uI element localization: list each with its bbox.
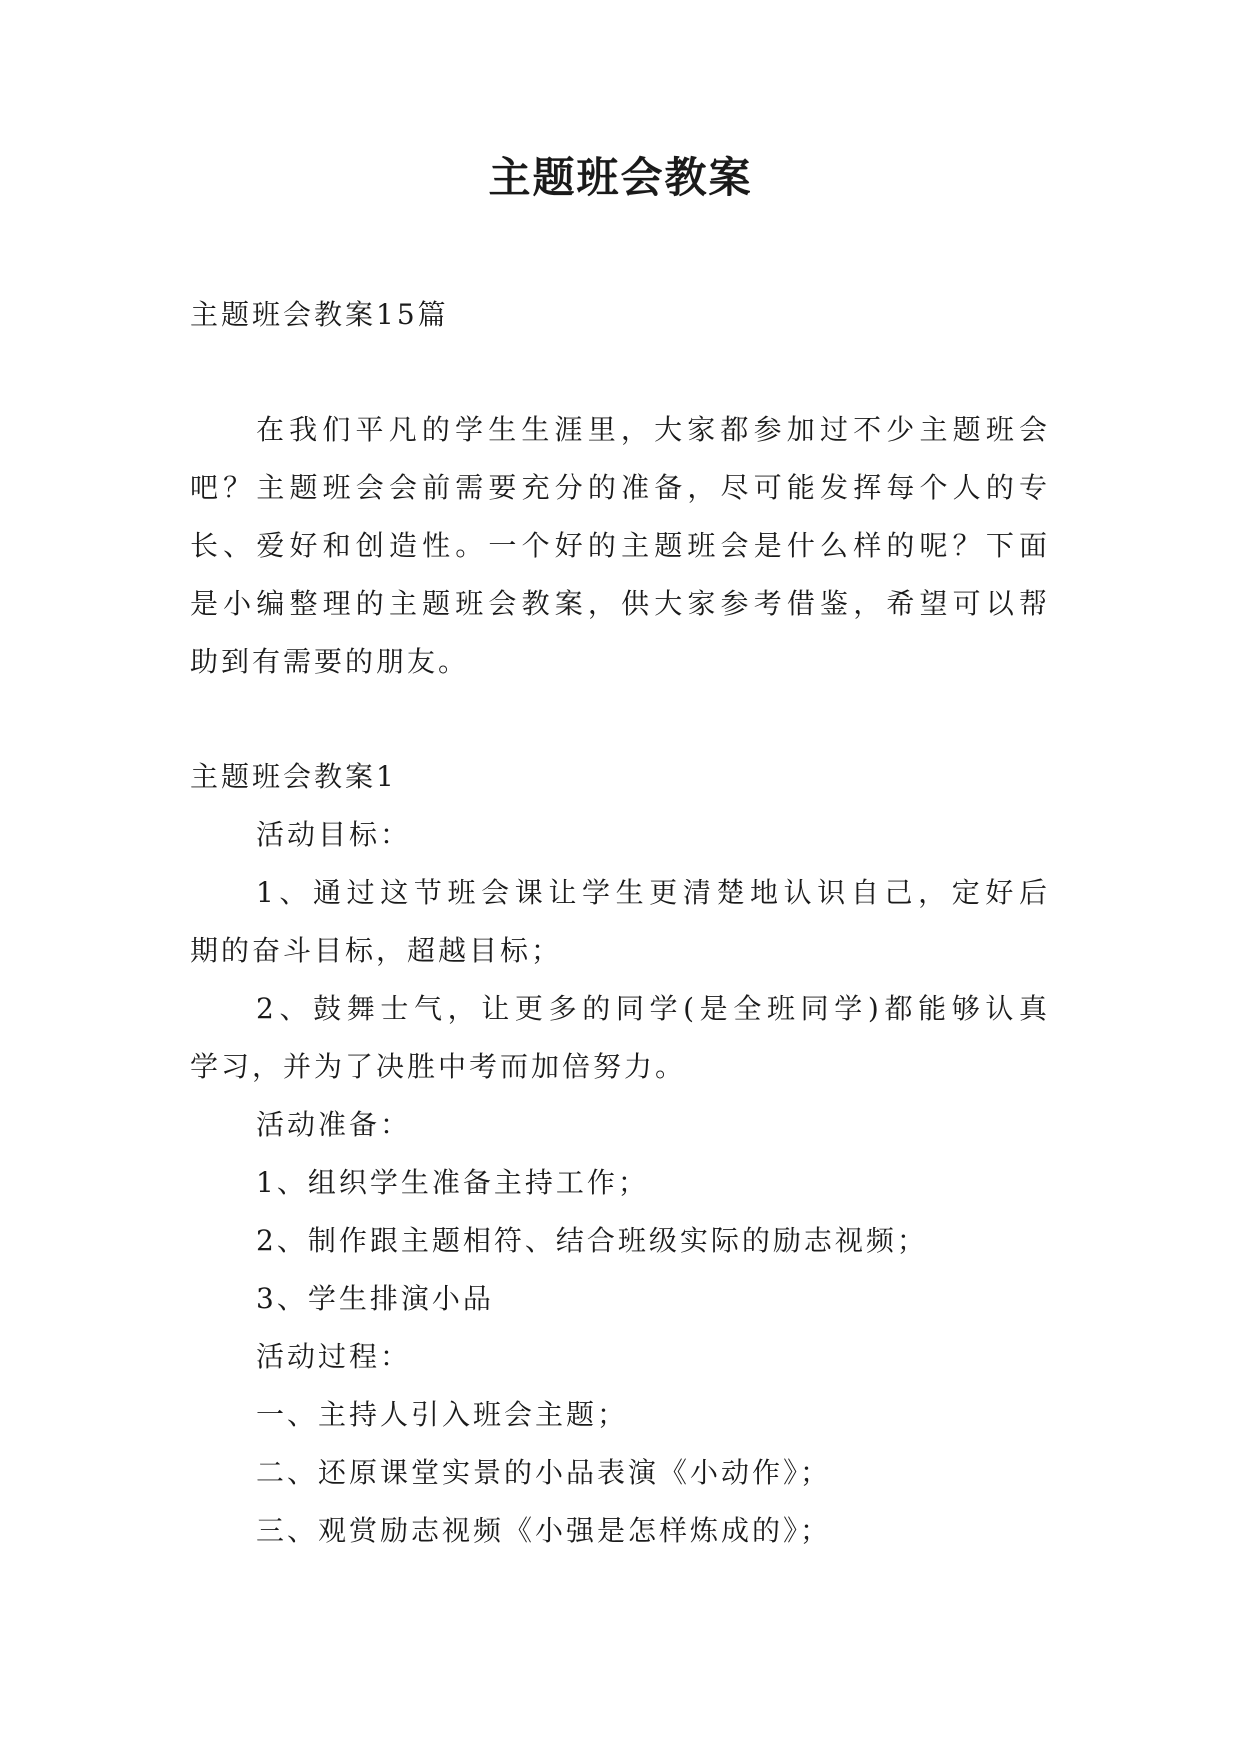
section-heading: 主题班会教案1 [190, 760, 397, 793]
body-line: 2、制作跟主题相符、结合班级实际的励志视频； [256, 1224, 928, 1257]
body-line: 二、还原课堂实景的小品表演《小动作》； [256, 1456, 832, 1489]
body-line: 2、鼓舞士气，让更多的同学(是全班同学)都能够认真 [256, 992, 1050, 1025]
intro-line: 长、爱好和创造性。一个好的主题班会是什么样的呢？下面 [190, 529, 1050, 562]
intro-line: 是小编整理的主题班会教案，供大家参考借鉴，希望可以帮 [190, 587, 1050, 620]
intro-line: 助到有需要的朋友。 [190, 645, 470, 678]
body-line: 1、通过这节班会课让学生更清楚地认识自己，定好后 [256, 876, 1050, 909]
body-line: 活动过程： [256, 1340, 412, 1373]
body-line: 三、观赏励志视频《小强是怎样炼成的》； [256, 1514, 832, 1547]
body-line: 期的奋斗目标，超越目标； [190, 934, 563, 967]
body-line: 活动目标： [256, 818, 412, 851]
body-line: 一、主持人引入班会主题； [256, 1398, 629, 1431]
body-line: 3、学生排演小品 [256, 1282, 494, 1315]
document-title: 主题班会教案 [488, 153, 753, 202]
body-line: 1、组织学生准备主持工作； [256, 1166, 649, 1199]
intro-line: 在我们平凡的学生生涯里，大家都参加过不少主题班会 [256, 413, 1050, 446]
document-subtitle: 主题班会教案15篇 [190, 298, 449, 331]
intro-line: 吧？主题班会会前需要充分的准备，尽可能发挥每个人的专 [190, 471, 1050, 504]
body-line: 学习，并为了决胜中考而加倍努力。 [190, 1050, 687, 1083]
body-line: 活动准备： [256, 1108, 412, 1141]
